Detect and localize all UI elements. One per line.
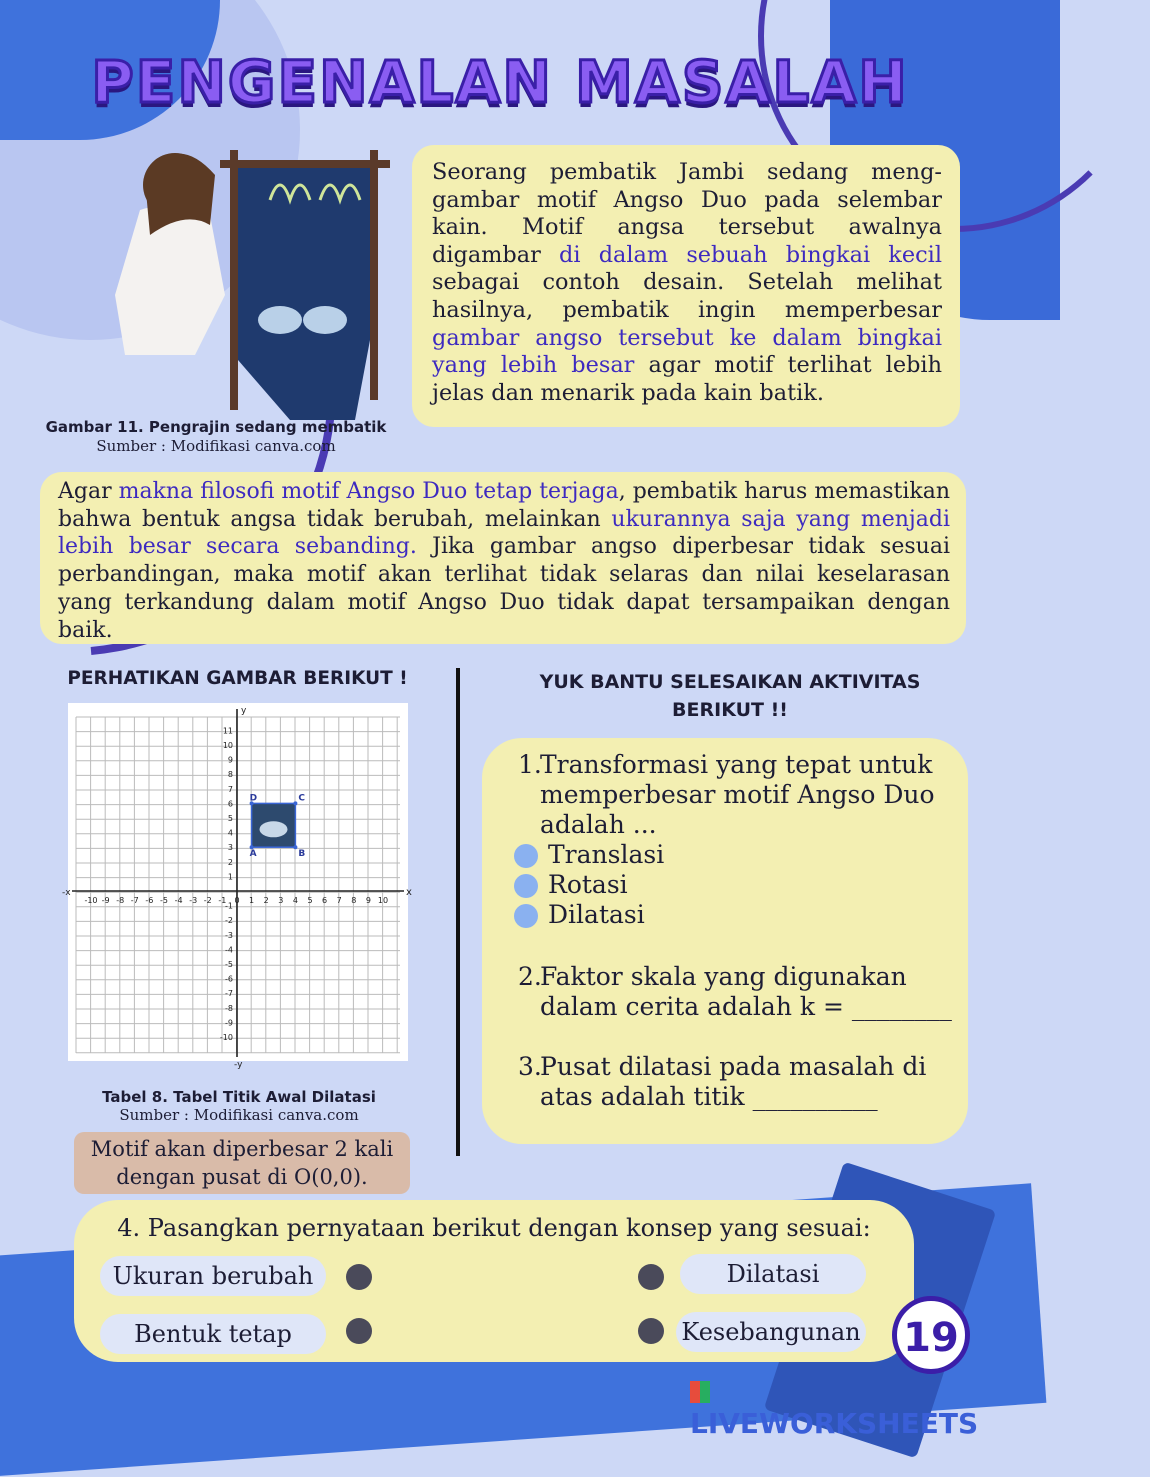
y-tick-label: -3 — [225, 930, 233, 940]
matching-title: 4. Pasangkan pernyataan berikut dengan konsep yang sesuai: — [117, 1214, 871, 1242]
x-tick-label: -2 — [203, 896, 212, 905]
y-tick-label: -2 — [225, 916, 233, 926]
vertex-point — [293, 845, 297, 849]
question-2-line1: Faktor skala yang digunakan — [540, 962, 907, 991]
figure-caption-title: Gambar 11. Pengrajin sedang membatik — [45, 418, 387, 436]
left-section-heading: PERHATIKAN GAMBAR BERIKUT ! — [67, 668, 408, 689]
question-1-line3: adalah ... — [540, 810, 657, 839]
liveworksheets-logo — [690, 1374, 990, 1440]
x-tick-label: 10 — [377, 896, 389, 905]
x-axis-label: x — [406, 887, 412, 898]
y-tick-label: -10 — [219, 1033, 233, 1042]
x-tick-label: 0 — [234, 896, 240, 905]
para-text-3: Jika gambar angso diperbesar tidak sesuai perbandingan, maka motif akan terlihat tidak selaras dan nilai keselarasan yang terkandung dalam motif Angso Duo tidak dapat tersampaikan dengan baik. — [58, 534, 950, 643]
option-label: Translasi — [548, 840, 665, 869]
brand-text: LIVEWORKSHEETS — [690, 1407, 979, 1440]
dilation-note: Motif akan diperbesar 2 kali dengan pusat di O(0,0). — [74, 1132, 410, 1194]
question-3 — [518, 1052, 927, 1111]
radio-button[interactable] — [514, 874, 538, 898]
vertex-label: C — [298, 793, 306, 804]
y-tick-label: -5 — [225, 960, 233, 969]
figure-caption-source: Sumber : Modifikasi canva.com — [96, 437, 336, 455]
x-tick-label: -9 — [101, 896, 110, 905]
x-tick-label: 7 — [336, 896, 342, 905]
figure-caption — [40, 418, 392, 456]
y-tick-label: 6 — [227, 799, 233, 809]
match-left-dot-2[interactable] — [346, 1318, 372, 1344]
table-caption-title: Tabel 8. Tabel Titik Awal Dilatasi — [102, 1088, 376, 1106]
option-translasi[interactable] — [548, 840, 664, 870]
y-tick-label: -1 — [225, 901, 233, 911]
x-tick-label: 9 — [365, 896, 371, 905]
vertex-label: B — [298, 849, 306, 860]
coordinate-grid — [62, 703, 412, 1070]
explanation-card — [40, 472, 966, 644]
y-axis-label: y — [241, 706, 247, 716]
swan-icon — [260, 821, 288, 837]
para-highlight-1: makna filosofi motif Angso Duo tetap terjaga — [118, 479, 619, 504]
question-3-line1: Pusat dilatasi pada masalah di — [540, 1052, 927, 1081]
x-tick-label: -3 — [189, 896, 198, 905]
match-left-item-1[interactable]: Ukuran berubah — [100, 1256, 326, 1296]
y-tick-label: -7 — [225, 989, 233, 999]
story-card — [412, 145, 960, 427]
table-caption-source: Sumber : Modifikasi canva.com — [119, 1106, 359, 1124]
x-tick-label: 2 — [263, 896, 269, 905]
y-tick-label: 8 — [227, 770, 233, 780]
match-right-item-1[interactable]: Dilatasi — [680, 1254, 866, 1294]
y-tick-label: -9 — [225, 1018, 233, 1028]
y-tick-label: 10 — [222, 741, 233, 750]
y-tick-label: 4 — [227, 828, 233, 838]
y-tick-label: 7 — [227, 784, 233, 794]
neg-x-axis-label: -x — [62, 888, 71, 898]
x-tick-label: -6 — [145, 896, 154, 905]
y-tick-label: 9 — [227, 755, 233, 765]
vertex-label: D — [249, 793, 258, 804]
option-rotasi[interactable] — [548, 870, 628, 900]
x-tick-label: 6 — [322, 896, 328, 905]
option-dilatasi[interactable] — [548, 900, 645, 930]
coordinate-grid-panel — [62, 703, 412, 1070]
question-1 — [518, 750, 935, 839]
match-right-dot-2[interactable] — [638, 1318, 664, 1344]
y-tick-label: -6 — [225, 974, 233, 984]
y-tick-label: 2 — [227, 857, 233, 867]
question-2-line2[interactable]: dalam cerita adalah k = ________ — [540, 992, 952, 1021]
story-text-2: sebagai contoh desain. Setelah melihat hasilnya, pembatik ingin memperbesar — [432, 269, 942, 323]
match-right-item-2[interactable]: Kesebangunan — [676, 1312, 866, 1352]
x-tick-label: 1 — [249, 896, 255, 905]
questions-card — [482, 738, 968, 1144]
batik-maker-illustration — [120, 140, 410, 420]
question-2-number: 2. — [518, 962, 542, 991]
y-tick-label: 3 — [227, 843, 233, 853]
question-3-line2[interactable]: atas adalah titik __________ — [540, 1082, 878, 1111]
para-text-1: Agar — [58, 479, 119, 504]
vertical-divider — [456, 668, 460, 1156]
matching-card — [74, 1200, 914, 1362]
x-tick-label: -4 — [174, 896, 183, 905]
x-tick-label: 4 — [292, 896, 298, 905]
y-tick-label: 5 — [227, 814, 233, 823]
question-1-line1: Transformasi yang tepat untuk — [540, 750, 933, 779]
para-text-2: , pembatik harus memastikan bahwa bentuk angsa tidak berubah, melainkan — [58, 479, 950, 532]
x-tick-label: -1 — [218, 896, 227, 905]
question-1-number: 1. — [518, 750, 542, 779]
y-tick-label: -8 — [225, 1003, 233, 1013]
liveworksheets-icon — [690, 1381, 710, 1403]
x-tick-label: -7 — [130, 896, 139, 905]
match-right-dot-1[interactable] — [638, 1264, 664, 1290]
para-highlight-2: ukurannya saja yang menjadi lebih besar secara sebanding. — [58, 506, 950, 560]
table-caption — [64, 1088, 414, 1124]
match-left-dot-1[interactable] — [346, 1264, 372, 1290]
right-section-heading: YUK BANTU SELESAIKAN AKTIVITAS BERIKUT !! — [539, 671, 921, 721]
story-text-3: agar motif terlihat lebih jelas dan menarik pada kain batik. — [432, 352, 942, 406]
story-text-1: Seorang pembatik Jambi sedang menggambar motif Angso Duo pada selembar kain. Motif angsa tersebut awalnya digambar — [432, 159, 942, 268]
question-3-number: 3. — [518, 1052, 542, 1081]
x-tick-label: -5 — [160, 896, 168, 905]
y-tick-label: -4 — [225, 945, 233, 955]
option-label: Rotasi — [548, 870, 628, 899]
radio-button[interactable] — [514, 844, 538, 868]
page-title: PENGENALAN MASALAH — [91, 48, 909, 116]
vertex-point — [293, 801, 297, 805]
question-2 — [518, 962, 952, 1021]
radio-button[interactable] — [514, 904, 538, 928]
story-highlight-2: gambar angso tersebut ke dalam bingkai yang lebih besar — [432, 324, 942, 379]
story-highlight-1: di dalam sebuah bingkai kecil — [559, 241, 942, 268]
x-tick-label: 3 — [278, 896, 284, 905]
x-tick-label: 8 — [351, 896, 357, 905]
x-tick-label: -8 — [116, 896, 125, 905]
page-number: 19 — [892, 1296, 970, 1374]
x-tick-label: -10 — [84, 896, 98, 905]
vertex-label: A — [249, 849, 257, 860]
x-tick-label: 5 — [307, 896, 313, 905]
neg-y-axis-label: -y — [234, 1060, 243, 1070]
y-tick-label: 11 — [222, 726, 233, 736]
option-label: Dilatasi — [548, 900, 645, 929]
question-1-line2: memperbesar motif Angso Duo — [540, 780, 935, 809]
y-tick-label: 1 — [227, 872, 233, 882]
match-left-item-2[interactable]: Bentuk tetap — [100, 1314, 326, 1354]
